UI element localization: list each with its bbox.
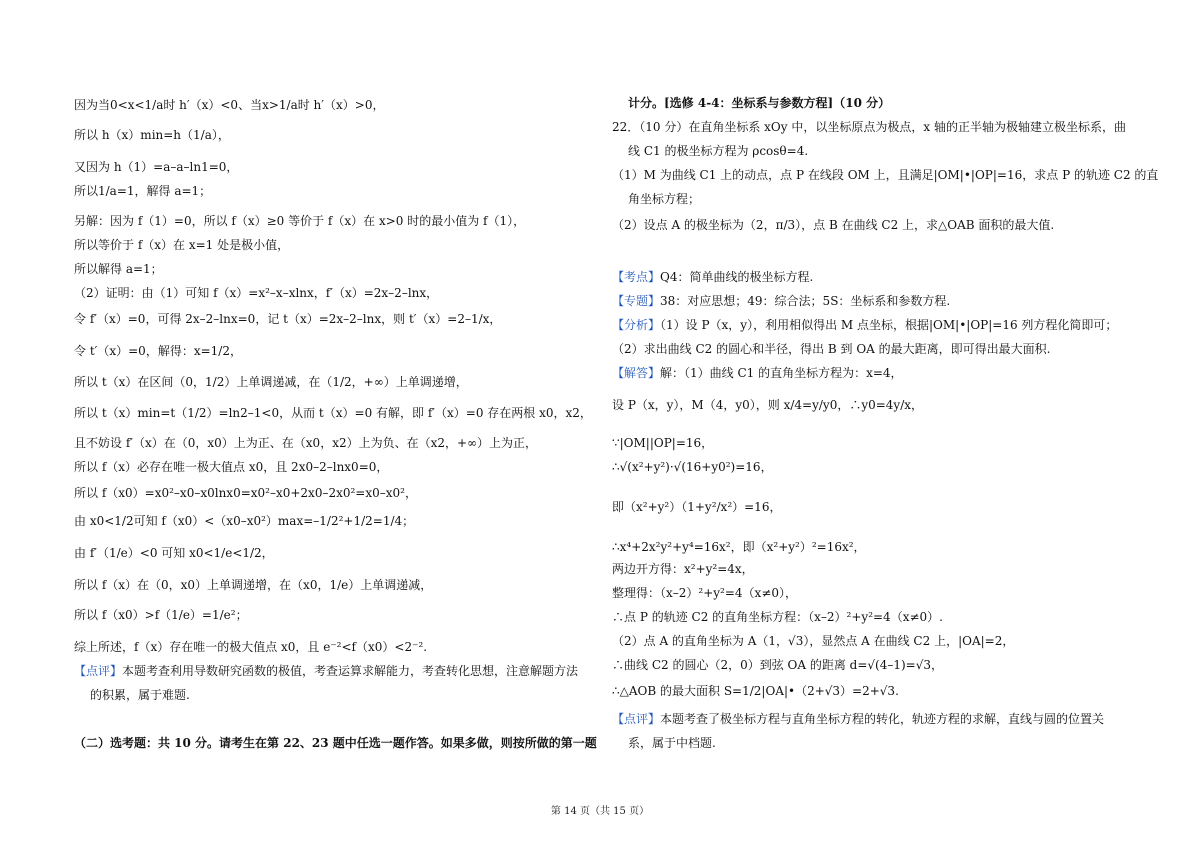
text-line: 另解：因为 f（1）=0，所以 f（x）≥0 等价于 f（x）在 x>0 时的最小值为 f（1）， [74, 214, 526, 228]
fenxi-tag: 【分析】 [612, 318, 661, 332]
solution-line: 整理得：（x–2）²+y²=4（x≠0）， [612, 586, 798, 600]
kaodian-text: Q4：简单曲线的极坐标方程. [660, 270, 814, 284]
solution-line: ∴曲线 C2 的圆心（2，0）到弦 OA 的距离 d=√(4–1)=√3， [612, 658, 944, 672]
page-footer: 第 14 页（共 15 页） [550, 806, 650, 817]
kaodian-tag: 【考点】 [612, 270, 661, 284]
solution-line: （2）点 A 的直角坐标为 A（1，√3），显然点 A 在曲线 C2 上，|OA|=2， [612, 634, 1015, 648]
text-line: 令 t′（x）=0，解得：x=1/2， [74, 344, 242, 358]
section-heading-cont: 计分。[选修 4-4：坐标系与参数方程]（10 分） [628, 96, 891, 110]
text-line: 所以1/a=1，解得 a=1； [74, 184, 212, 198]
solution-line: ∵|OM||OP|=16， [612, 436, 714, 450]
comment-line [612, 712, 1104, 726]
comment-text: 本题考查利用导数研究函数的极值，考查运算求解能力，考查转化思想，注意解题方法 [122, 664, 579, 678]
comment-line [74, 664, 578, 678]
text-line: 所以 f（x0）>f（1/e）=1/e²； [74, 608, 248, 622]
fenxi-text: （1）设 P（x，y），利用相似得出 M 点坐标，根据|OM|•|OP|=16 列方程化简即可； [660, 318, 1118, 332]
fenxi-line-2: （2）求出曲线 C2 的圆心和半径，得出 B 到 OA 的最大距离，即可得出最大面积. [612, 342, 1051, 356]
jieda-text: 解：（1）曲线 C1 的直角坐标方程为：x=4， [660, 366, 903, 380]
jieda-tag: 【解答】 [612, 366, 661, 380]
kaodian-line [612, 270, 813, 284]
text-line: （2）证明：由（1）可知 f（x）=x²–x–xlnx，f′（x）=2x–2–lnx， [74, 286, 439, 300]
comment-line-cont: 的积累，属于难题. [90, 688, 190, 702]
zhuanti-line [612, 294, 950, 308]
fenxi-line [612, 318, 1117, 332]
problem-part-2: （2）设点 A 的极坐标为（2，π/3），点 B 在曲线 C2 上，求△OAB 面积的最大值. [612, 218, 1055, 232]
section-heading: （二）选考题：共 10 分。请考生在第 22、23 题中任选一题作答。如果多做，则按所做的第一题 [74, 736, 597, 750]
zhuanti-text: 38：对应思想；49：综合法；5S：坐标系和参数方程. [660, 294, 951, 308]
comment-text: 本题考查了极坐标方程与直角坐标方程的转化，轨迹方程的求解，直线与圆的位置关 [660, 712, 1105, 726]
text-line: 所以 h（x）min=h（1/a）， [74, 128, 230, 142]
solution-line: ∴√(x²+y²)·√(16+y0²)=16， [612, 460, 773, 474]
problem-part-1: （1）M 为曲线 C1 上的动点，点 P 在线段 OM 上，且满足|OM|•|OP|=16，求点 P 的轨迹 C2 的直 [612, 168, 1159, 182]
text-line: 由 f′（1/e）<0 可知 x0<1/e<1/2， [74, 546, 274, 560]
solution-line: ∴点 P 的轨迹 C2 的直角坐标方程：（x–2）²+y²=4（x≠0）. [612, 610, 943, 624]
text-line: 且不妨设 f′（x）在（0，x0）上为正、在（x0，x2）上为负、在（x2，+∞）上为正， [74, 436, 538, 450]
solution-line: ∴△AOB 的最大面积 S=1/2|OA|•（2+√3）=2+√3. [612, 684, 899, 698]
text-line: 所以 f（x）在（0，x0）上单调递增，在（x0，1/e）上单调递减， [74, 578, 433, 592]
solution-line: 设 P（x，y），M（4，y0），则 x/4=y/y0，∴y0=4y/x， [612, 398, 924, 412]
text-line: 所以 f（x0）=x0²–x0–x0lnx0=x0²–x0+2x0–2x0²=x0–x0²， [74, 486, 417, 500]
text-line: 所以解得 a=1； [74, 262, 163, 276]
zhuanti-tag: 【专题】 [612, 294, 661, 308]
solution-line: ∴x⁴+2x²y²+y⁴=16x²，即（x²+y²）²=16x²， [612, 540, 866, 554]
text-line: 所以 t（x）min=t（1/2）=ln2–1<0，从而 t（x）=0 有解，即 f′（x）=0 存在两根 x0，x2， [74, 406, 592, 420]
comment-tag: 【点评】 [74, 664, 123, 678]
problem-stem-cont: 线 C1 的极坐标方程为 ρcosθ=4. [628, 144, 809, 158]
comment-tag: 【点评】 [612, 712, 661, 726]
problem-stem: 22．（10 分）在直角坐标系 xOy 中，以坐标原点为极点，x 轴的正半轴为极轴建立极坐标系，曲 [612, 120, 1126, 134]
problem-part-1-cont: 角坐标方程； [628, 192, 701, 206]
text-line: 所以 f（x）必存在唯一极大值点 x0，且 2x0–2–lnx0=0， [74, 460, 389, 474]
solution-line: 两边开方得：x²+y²=4x， [612, 562, 754, 576]
text-line: 令 f′（x）=0，可得 2x–2–lnx=0，记 t（x）=2x–2–lnx，则 t′（x）=2–1/x， [74, 312, 502, 326]
text-line: 又因为 h（1）=a–a–ln1=0， [74, 160, 239, 174]
solution-line: 即（x²+y²）（1+y²/x²）=16， [612, 500, 782, 514]
text-line: 因为当0<x<1/a时 h′（x）<0、当x>1/a时 h′（x）>0， [74, 98, 385, 112]
jieda-line [612, 366, 903, 380]
text-line: 所以 t（x）在区间（0，1/2）上单调递减，在（1/2，+∞）上单调递增， [74, 375, 468, 389]
text-line: 由 x0<1/2可知 f（x0）<（x0–x0²）max=–1/2²+1/2=1/4； [74, 514, 415, 528]
text-line: 所以等价于 f（x）在 x=1 处是极小值， [74, 238, 290, 252]
comment-line-cont: 系，属于中档题. [628, 736, 716, 750]
text-line: 综上所述，f（x）存在唯一的极大值点 x0，且 e⁻²<f（x0）<2⁻². [74, 640, 428, 654]
